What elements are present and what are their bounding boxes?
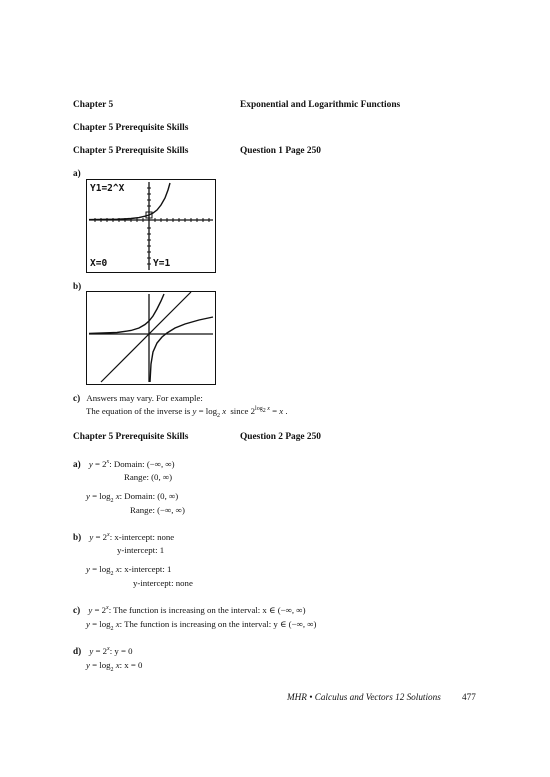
graph-a-x-readout: X=0 bbox=[90, 258, 108, 269]
q2-b-exp-xint: : x-intercept: none bbox=[109, 532, 175, 542]
q1-heading-right: Question 1 Page 250 bbox=[240, 146, 321, 156]
graph-a-screen bbox=[86, 179, 216, 273]
q2-b-exp-yint: y-intercept: 1 bbox=[117, 545, 165, 555]
q2-d-log: $y = \log_2 x$: x = 0 bbox=[86, 660, 143, 673]
q2-a-exp-range: Range: (0, ∞) bbox=[124, 472, 173, 482]
q1-part-c-line2: The equation of the inverse is $y = \log_2 x$ since $2^{log_2 x} = x$ . bbox=[86, 406, 288, 419]
q2-c-label: c) bbox=[73, 605, 81, 615]
q2-a-label: a) bbox=[73, 459, 81, 469]
graph-b-screen bbox=[86, 291, 216, 385]
graph-b-curve-logarithmic bbox=[150, 317, 213, 382]
q2-b-log: $y = \log_2 x$: x-intercept: 1 bbox=[86, 564, 172, 577]
q1-part-a-label: a) bbox=[73, 168, 81, 178]
q1-part-c-line1: Answers may vary. For example: bbox=[86, 393, 203, 403]
q2-a-exp-domain: : Domain: (−∞, ∞) bbox=[109, 459, 175, 469]
q1-part-c-since: since bbox=[230, 406, 249, 416]
q1-part-b-label: b) bbox=[73, 281, 82, 291]
footer-book-title: MHR • Calculus and Vectors 12 Solutions bbox=[287, 692, 441, 702]
q1-part-c-line2-prefix: The equation of the inverse is bbox=[86, 406, 191, 416]
graph-b-line-y-equals-x bbox=[101, 292, 191, 382]
q2-c-log-text: : The function is increasing on the interval: y ∈ (−∞, ∞) bbox=[119, 619, 317, 629]
chapter-title: Exponential and Logarithmic Functions bbox=[240, 100, 401, 110]
chapter-number: Chapter 5 bbox=[73, 100, 114, 110]
q2-b-log-yint: y-intercept: none bbox=[133, 578, 193, 588]
q2-heading-left: Chapter 5 Prerequisite Skills bbox=[73, 432, 189, 442]
q2-d-exp-text: : y = 0 bbox=[109, 646, 133, 656]
q2-c-log: $y = \log_2 x$: The function is increasing on the interval: y ∈ (−∞, ∞) bbox=[86, 619, 317, 632]
q2-c-exp-text: : The function is increasing on the interval: x ∈ (−∞, ∞) bbox=[108, 605, 306, 615]
q1-heading-left: Chapter 5 Prerequisite Skills bbox=[73, 146, 189, 156]
q2-a-log: $y = \log_2 x$: Domain: (0, ∞) bbox=[86, 491, 179, 504]
q1-part-c bbox=[73, 393, 203, 403]
q2-heading-right: Question 2 Page 250 bbox=[240, 432, 321, 442]
q2-a-exp: a) $y = 2^x$: Domain: (−∞, ∞) bbox=[73, 459, 175, 469]
graph-b-curve-exponential bbox=[89, 294, 164, 334]
q2-a-log-range: Range: (−∞, ∞) bbox=[130, 505, 185, 515]
graph-a-y-readout: Y=1 bbox=[153, 258, 171, 269]
q2-d-label: d) bbox=[73, 646, 82, 656]
q2-b-label: b) bbox=[73, 532, 82, 542]
section-heading: Chapter 5 Prerequisite Skills bbox=[73, 123, 189, 133]
q2-d-log-text: : x = 0 bbox=[119, 660, 143, 670]
q2-b-log-xint: : x-intercept: 1 bbox=[119, 564, 172, 574]
graph-a-equation: Y1=2^X bbox=[90, 183, 125, 194]
q2-d-exp: d) $y = 2^x$: y = 0 bbox=[73, 646, 133, 656]
q2-a-log-domain: : Domain: (0, ∞) bbox=[119, 491, 179, 501]
q2-c-exp: c) $y = 2^x$: The function is increasing on the interval: x ∈ (−∞, ∞) bbox=[73, 605, 306, 615]
q1-part-c-label: c) bbox=[73, 393, 81, 403]
q2-b-exp: b) $y = 2^x$: x-intercept: none bbox=[73, 532, 175, 542]
footer-page-number: 477 bbox=[462, 692, 476, 702]
